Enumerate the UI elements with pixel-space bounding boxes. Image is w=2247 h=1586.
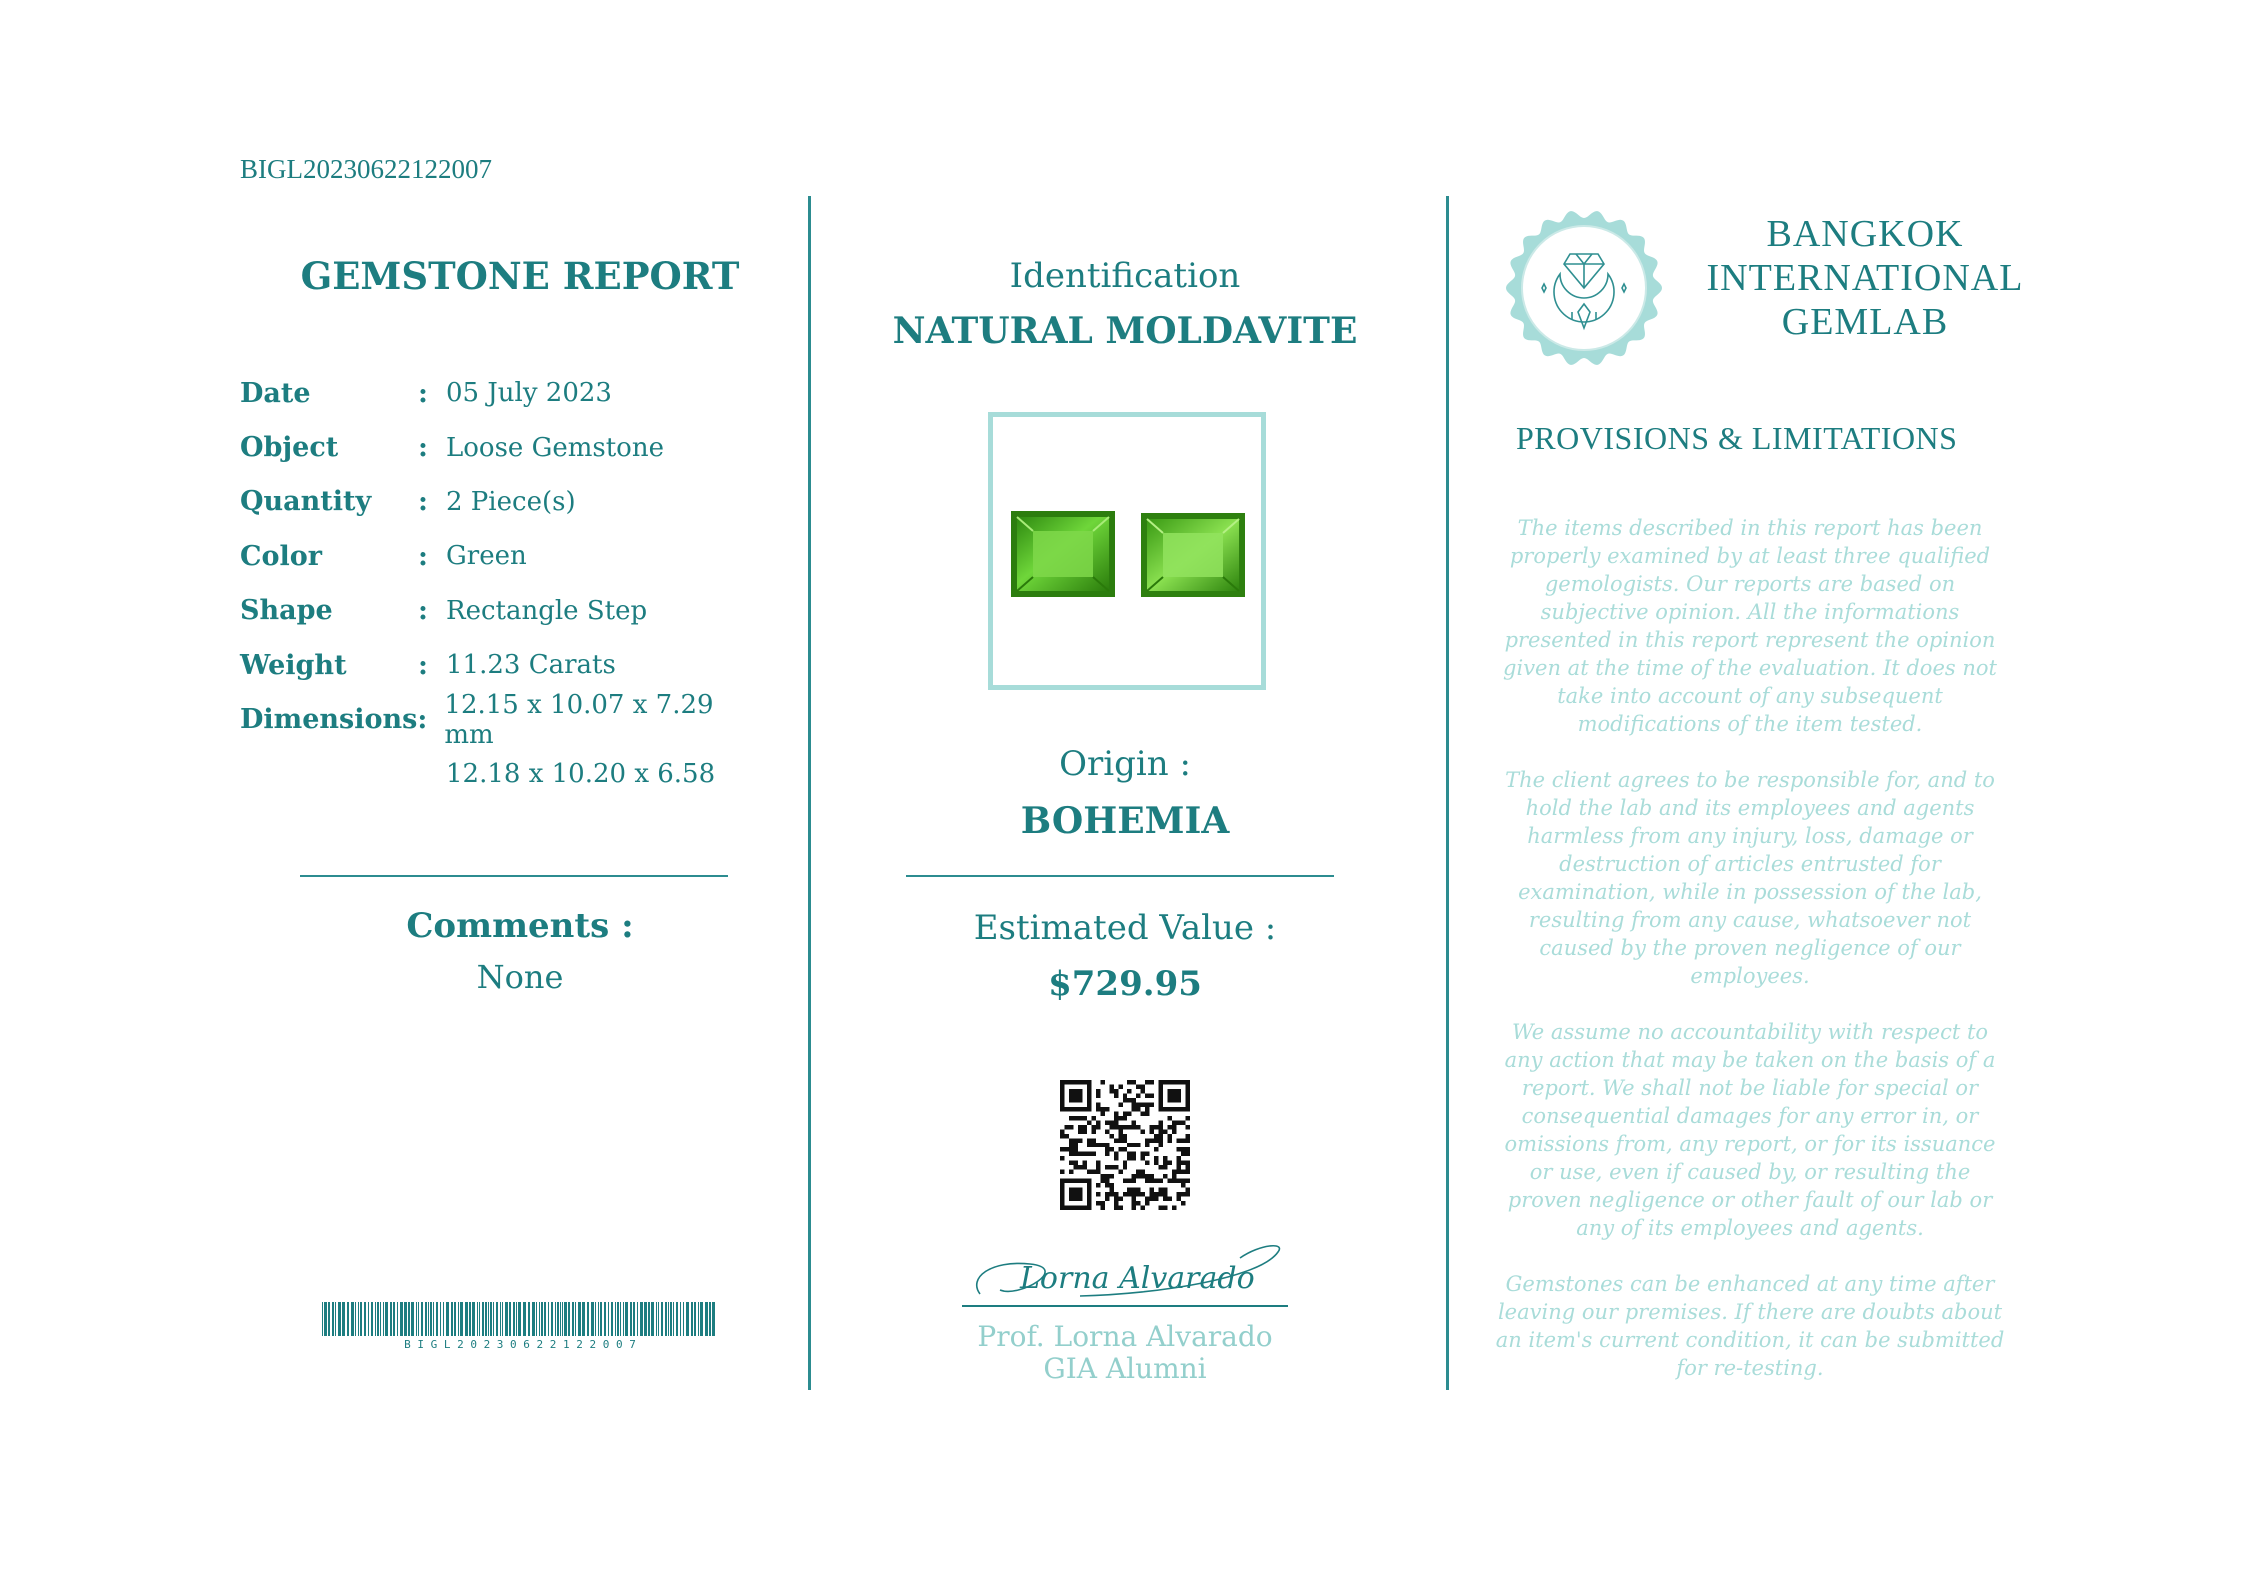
detail-colon: : — [418, 486, 428, 518]
details-table — [240, 366, 760, 801]
provision-paragraph: The items described in this report has been properly examined by at least three qualified gemologists. Our reports are based on subjective opinion. All the informations presented in this report represent the opinion given at the time of the evaluation. It does not take into account of any subsequent modifications of the item tested. — [1503, 516, 1997, 736]
barcode-text: B I G L 2 0 2 3 0 6 2 2 1 2 2 0 0 7 — [404, 1338, 636, 1350]
detail-row-weight — [240, 638, 760, 692]
lab-name-line: GEMLAB — [1781, 301, 1949, 343]
detail-value: 12.18 x 10.20 x 6.58 — [446, 758, 716, 789]
detail-label: Dimensions — [240, 704, 418, 736]
detail-value: 12.15 x 10.07 x 7.29 mm — [444, 689, 714, 750]
provisions-text — [1490, 514, 2010, 1410]
signature — [960, 1238, 1290, 1310]
estimated-value-label: Estimated Value : — [973, 908, 1277, 948]
detail-colon: : — [418, 540, 428, 572]
provision-paragraph: The client agrees to be responsible for, and to hold the lab and its employees and agents harmless from any injury, loss, damage or destruction of articles entrusted for examination, while in possession of the lab, resulting from any cause, whatsoever not caused by the proven negligence of our employees. — [1505, 768, 1995, 988]
detail-row-dimensions — [240, 689, 760, 750]
detail-label: Date — [240, 377, 311, 409]
detail-row-color — [240, 529, 760, 583]
detail-row-date — [240, 366, 760, 420]
detail-label: Color — [240, 540, 322, 572]
signature-script: Lorna Alvarado — [1020, 1261, 1255, 1296]
detail-colon: : — [418, 595, 428, 627]
provision-paragraph: Gemstones can be enhanced at any time after leaving our premises. If there are doubts about an item's current condition, it can be submitted for re-testing. — [1495, 1272, 2005, 1380]
divider-line — [906, 875, 1334, 877]
gemstone-right — [1141, 513, 1245, 597]
gemstone-photo — [988, 412, 1266, 690]
estimated-value: $729.95 — [1048, 964, 1202, 1004]
detail-value: Rectangle Step — [446, 595, 648, 626]
column-divider-right — [1446, 196, 1449, 1390]
qr-code[interactable] — [1060, 1080, 1190, 1210]
detail-label: Object — [240, 432, 339, 464]
detail-value: 2 Piece(s) — [446, 486, 576, 517]
identification-label: Identification — [1009, 256, 1241, 296]
detail-value: 05 July 2023 — [446, 378, 612, 409]
origin-label: Origin : — [1059, 744, 1191, 784]
detail-label: Weight — [240, 649, 347, 681]
detail-value: 11.23 Carats — [446, 650, 616, 681]
lab-seal-logo — [1504, 208, 1664, 368]
origin-value: BOHEMIA — [1020, 800, 1230, 842]
detail-colon: : — [417, 704, 428, 736]
detail-row-quantity — [240, 475, 760, 529]
detail-label: Shape — [240, 595, 333, 627]
detail-colon: : — [418, 649, 428, 681]
detail-colon: : — [418, 432, 428, 464]
detail-row-shape — [240, 584, 760, 638]
comments-value: None — [476, 958, 564, 996]
detail-value: Loose Gemstone — [446, 432, 664, 463]
detail-row-dimensions-extra — [240, 747, 760, 801]
column-divider-left — [808, 196, 811, 1390]
lab-name — [1700, 212, 2030, 344]
lab-name-line: INTERNATIONAL — [1706, 257, 2024, 299]
provisions-title: PROVISIONS & LIMITATIONS — [1516, 420, 1958, 456]
report-number: BIGL20230622122007 — [240, 154, 492, 184]
detail-colon: : — [418, 377, 428, 409]
comments-label: Comments : — [406, 906, 634, 946]
report-title: GEMSTONE REPORT — [300, 254, 740, 298]
detail-label: Quantity — [240, 486, 372, 518]
detail-value: Green — [446, 541, 527, 572]
lab-name-line: BANGKOK — [1766, 213, 1964, 255]
divider-line — [300, 875, 728, 877]
signatory-name: Prof. Lorna Alvarado — [977, 1320, 1273, 1353]
provision-paragraph: We assume no accountability with respect to any action that may be taken on the basis of a report. We shall not be liable for special or consequential damages for any error in, or omissions from, any report, or for its issuance or use, even if caused by, or resulting the proven negligence or other fault of our lab or any of its employees and agents. — [1504, 1020, 1996, 1240]
signatory-title: GIA Alumni — [1043, 1352, 1207, 1385]
detail-row-object — [240, 420, 760, 474]
identification-value: NATURAL MOLDAVITE — [892, 310, 1358, 352]
barcode — [322, 1302, 718, 1350]
gemstone-left — [1011, 511, 1115, 597]
